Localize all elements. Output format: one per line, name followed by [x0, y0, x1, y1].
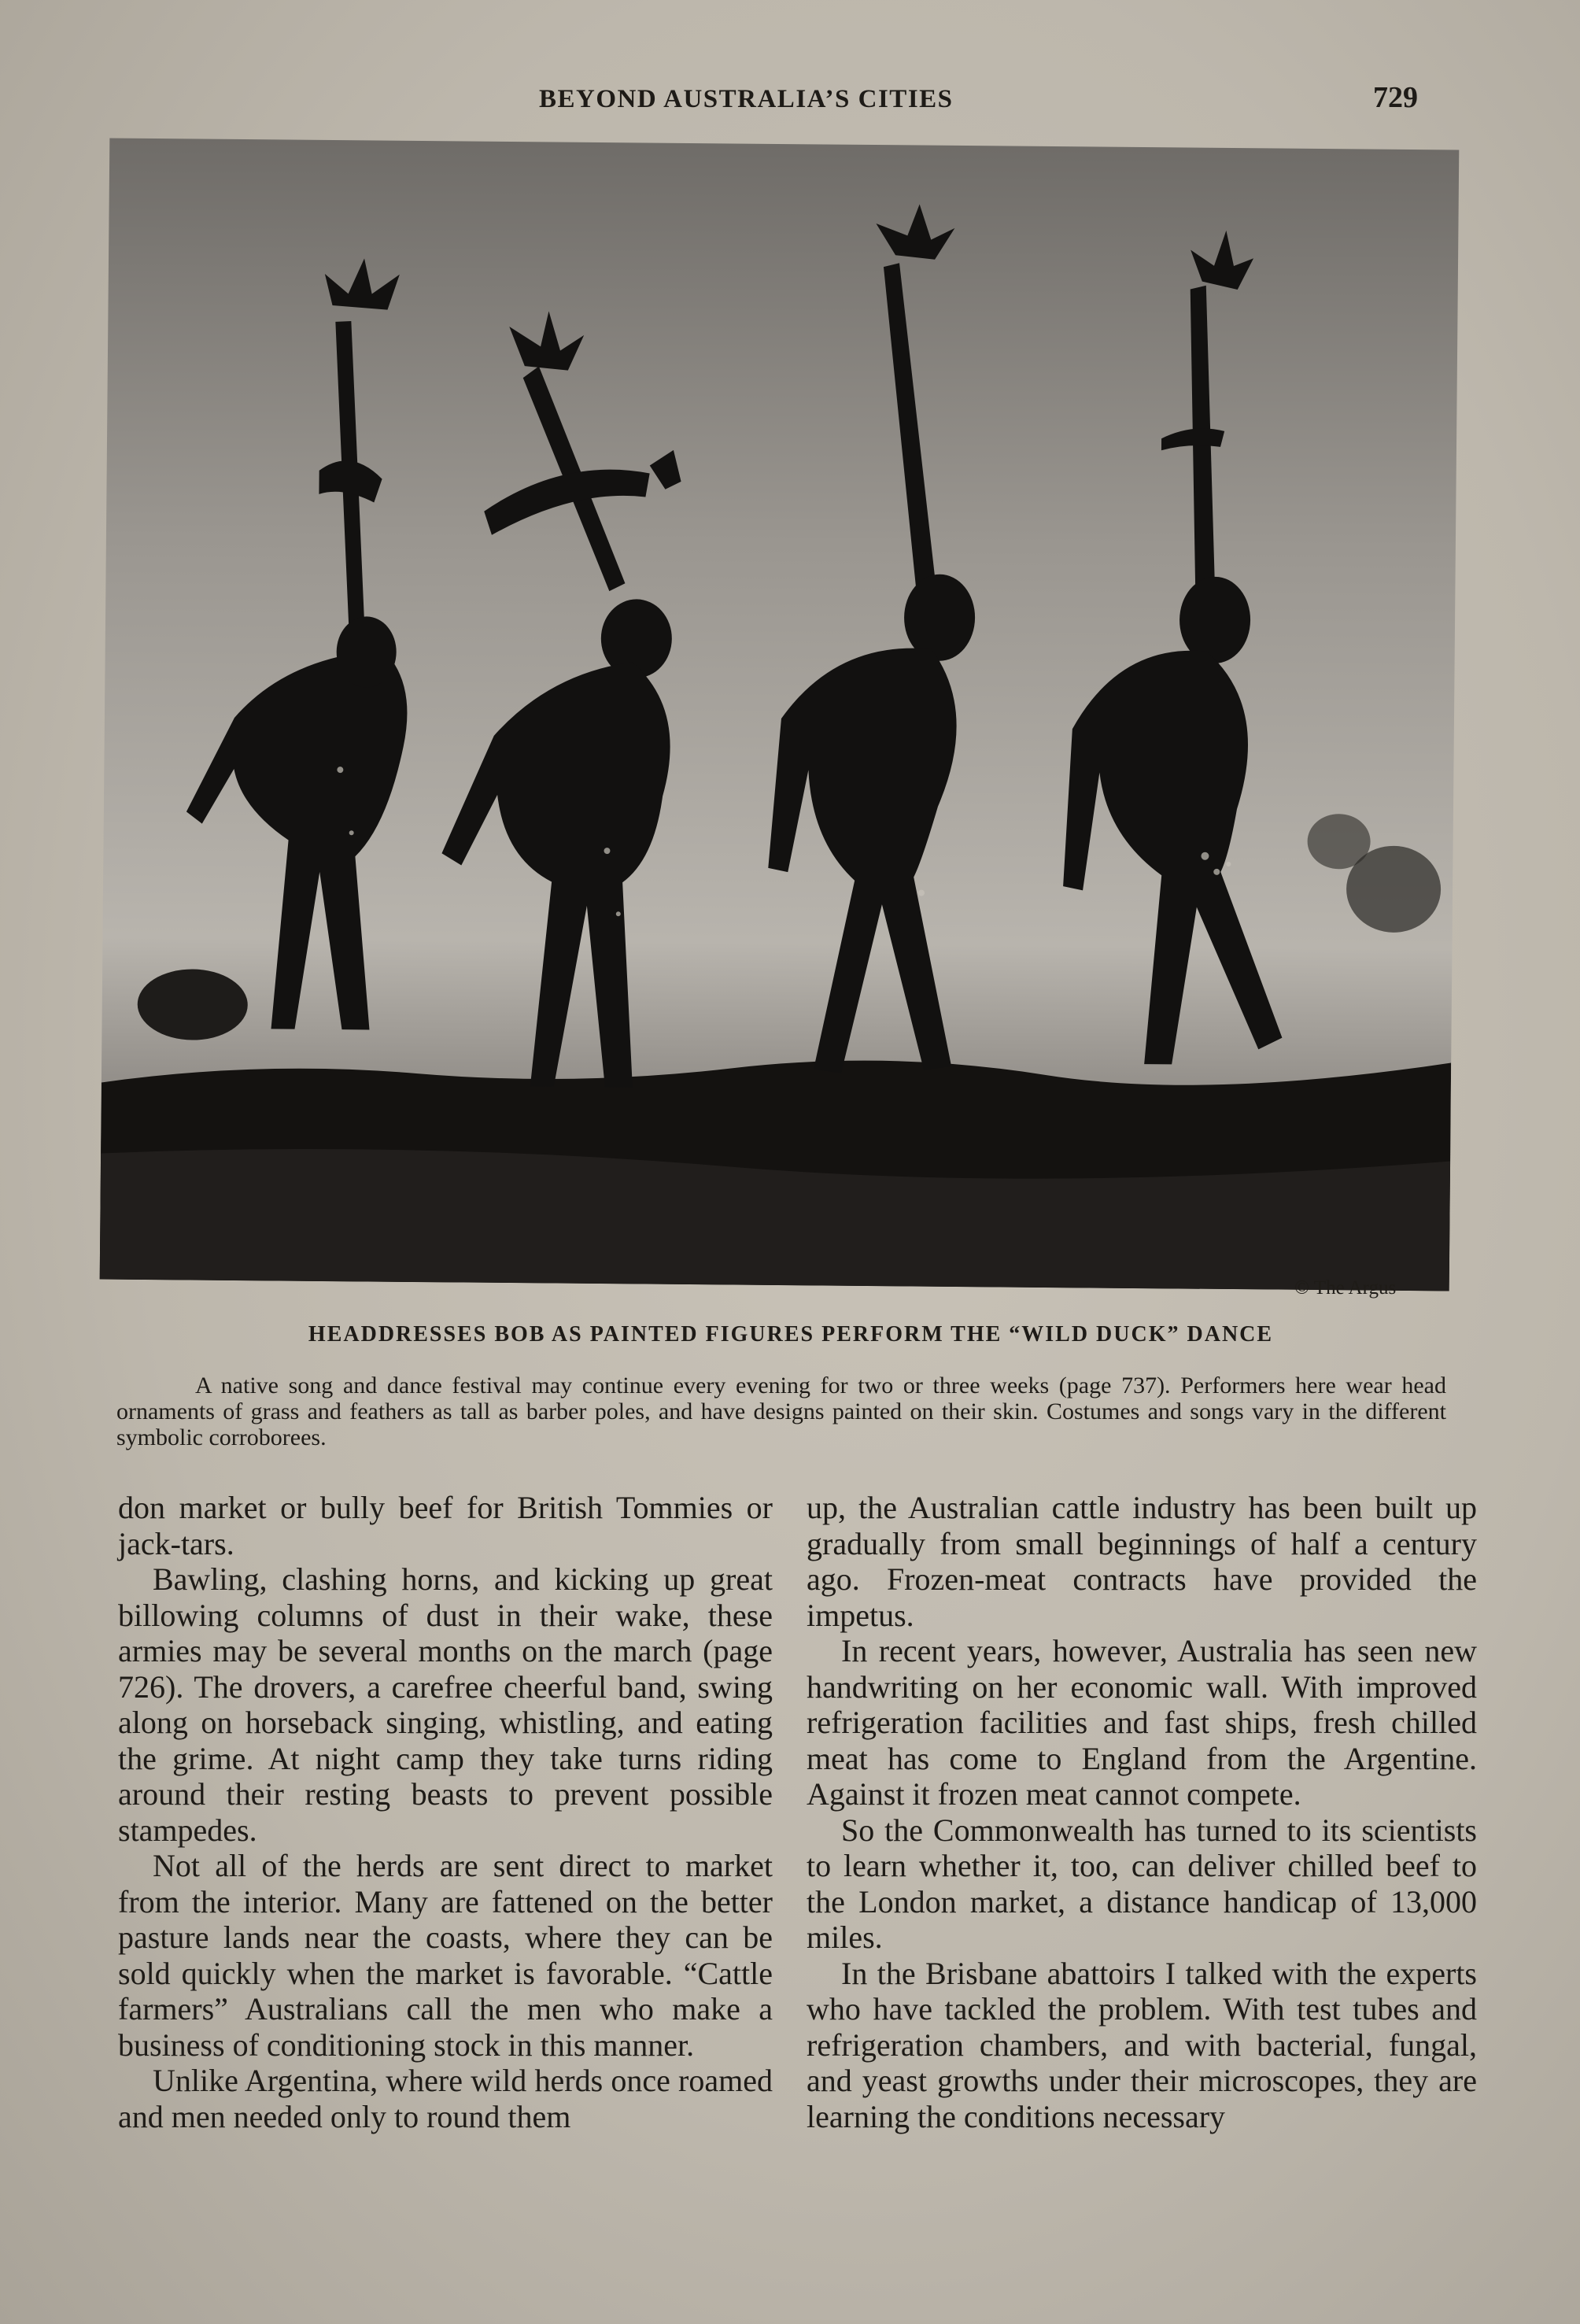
paragraph: Not all of the herds are sent direct to market from the interior. Many are fattened on the better pasture lands near the coasts, where they can be sold quickly when the market is favorable. “Cattle farmers” Australians call the men who make a business of conditioning stock in this manner.	[118, 1848, 773, 2063]
paragraph: So the Commonwealth has turned to its scientists to learn whether it, too, can deliver chilled beef to the London market, a distance handicap of 13,000 miles.	[807, 1812, 1477, 1955]
caption-body: A native song and dance festival may continue every evening for two or three weeks (page 737). Performers here wear head ornaments of grass and feathers as tall as barber poles, and have designs painted on their skin. Costumes and songs vary in the different symbolic corroborees.	[116, 1373, 1446, 1450]
paragraph: Bawling, clashing horns, and kicking up great billowing columns of dust in their wake, these armies may be several months on the march (page 726). The drovers, a carefree cheerful band, swing along on horseback singing, whistling, and eating the grime. At night camp they take turns riding around their resting beasts to prevent possible stampedes.	[118, 1561, 773, 1848]
page-number: 729	[1373, 81, 1418, 114]
paragraph: don market or bully beef for British Tommies or jack-tars.	[118, 1490, 773, 1561]
article-column-right	[807, 1490, 1477, 2134]
photo-credit: © The Argus	[1294, 1277, 1397, 1299]
paragraph: up, the Australian cattle industry has been built up gradually from small beginnings of half a century ago. Frozen-meat contracts have provided the impetus.	[807, 1490, 1477, 1633]
silhouette-dancers-illustration	[100, 139, 1460, 1291]
running-title: BEYOND AUSTRALIA’S CITIES	[539, 85, 954, 113]
dancers-photo	[100, 139, 1460, 1291]
paragraph: In the Brisbane abattoirs I talked with the experts who have tackled the problem. With test tubes and refrigeration chambers, and with bacterial, fungal, and yeast growths under their microscopes, they are learning the conditions necessary	[807, 1955, 1477, 2134]
paragraph: Unlike Argentina, where wild herds once roamed and men needed only to round them	[118, 2063, 773, 2134]
paragraph: In recent years, however, Australia has seen new handwriting on her economic wall. With improved refrigeration facilities and fast ships, fresh chilled meat has come to England from the Argentine. Against it frozen meat cannot compete.	[807, 1633, 1477, 1812]
article-column-left	[118, 1490, 773, 2134]
caption-title: HEADDRESSES BOB AS PAINTED FIGURES PERFORM THE “WILD DUCK” DANCE	[308, 1322, 1274, 1347]
